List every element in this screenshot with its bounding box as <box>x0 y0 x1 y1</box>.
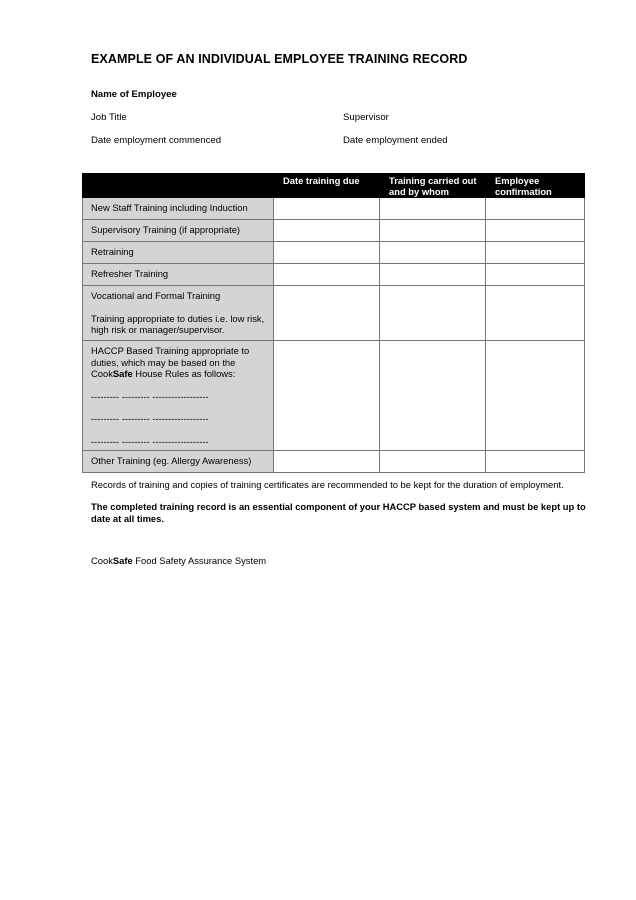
cell-confirmation[interactable] <box>486 198 585 220</box>
cell-carried-out[interactable] <box>380 220 486 242</box>
table-row <box>83 242 585 264</box>
row-label-haccp: HACCP Based Training appropriate to duties, which may be based on the CookSafe House Rules as follows: --------- --------- ------------------ --------- --------- ------------------ --------- --------- ------------------ <box>83 341 274 451</box>
table-row <box>83 264 585 286</box>
footer-brand: CookSafe Food Safety Assurance System <box>91 555 267 566</box>
name-of-employee-label: Name of Employee <box>91 89 177 100</box>
cell-date-due[interactable] <box>274 264 380 286</box>
document-title: EXAMPLE OF AN INDIVIDUAL EMPLOYEE TRAINING RECORD <box>91 52 468 66</box>
header-blank <box>83 174 274 198</box>
cell-confirmation[interactable] <box>486 286 585 341</box>
cell-confirmation[interactable] <box>486 242 585 264</box>
header-training-carried-out: Training carried out and by whom <box>380 174 486 198</box>
cell-confirmation[interactable] <box>486 341 585 451</box>
important-note: The completed training record is an essential component of your HACCP based system and must be kept up to date at all times. <box>91 501 586 524</box>
table-row <box>83 220 585 242</box>
date-ended-label: Date employment ended <box>343 135 448 146</box>
cell-carried-out[interactable] <box>380 341 486 451</box>
cell-date-due[interactable] <box>274 242 380 264</box>
row-label-supervisory: Supervisory Training (if appropriate) <box>83 220 274 242</box>
cell-date-due[interactable] <box>274 220 380 242</box>
header-date-training-due: Date training due <box>274 174 380 198</box>
row-label-refresher: Refresher Training <box>83 264 274 286</box>
cell-date-due[interactable] <box>274 341 380 451</box>
cell-confirmation[interactable] <box>486 220 585 242</box>
cell-carried-out[interactable] <box>380 451 486 473</box>
table-row <box>83 341 585 451</box>
row-label-new-staff: New Staff Training including Induction <box>83 198 274 220</box>
row-label-vocational: Vocational and Formal Training Training appropriate to duties i.e. low risk, high risk or manager/supervisor. <box>83 286 274 341</box>
table-row <box>83 451 585 473</box>
table-row <box>83 286 585 341</box>
cell-carried-out[interactable] <box>380 242 486 264</box>
cell-date-due[interactable] <box>274 286 380 341</box>
cell-date-due[interactable] <box>274 451 380 473</box>
cell-carried-out[interactable] <box>380 198 486 220</box>
row-label-other-training: Other Training (eg. Allergy Awareness) <box>83 451 274 473</box>
cell-confirmation[interactable] <box>486 264 585 286</box>
cell-confirmation[interactable] <box>486 451 585 473</box>
job-title-label: Job Title <box>91 112 127 123</box>
table-header-row <box>83 174 585 198</box>
cell-carried-out[interactable] <box>380 286 486 341</box>
records-note: Records of training and copies of training certificates are recommended to be kept for the duration of employment. <box>91 479 564 490</box>
date-commenced-label: Date employment commenced <box>91 135 222 146</box>
training-record-table <box>82 173 585 473</box>
supervisor-label: Supervisor <box>343 112 389 123</box>
cell-carried-out[interactable] <box>380 264 486 286</box>
table-row <box>83 198 585 220</box>
cell-date-due[interactable] <box>274 198 380 220</box>
row-label-retraining: Retraining <box>83 242 274 264</box>
header-employee-confirmation: Employee confirmation <box>486 174 585 198</box>
